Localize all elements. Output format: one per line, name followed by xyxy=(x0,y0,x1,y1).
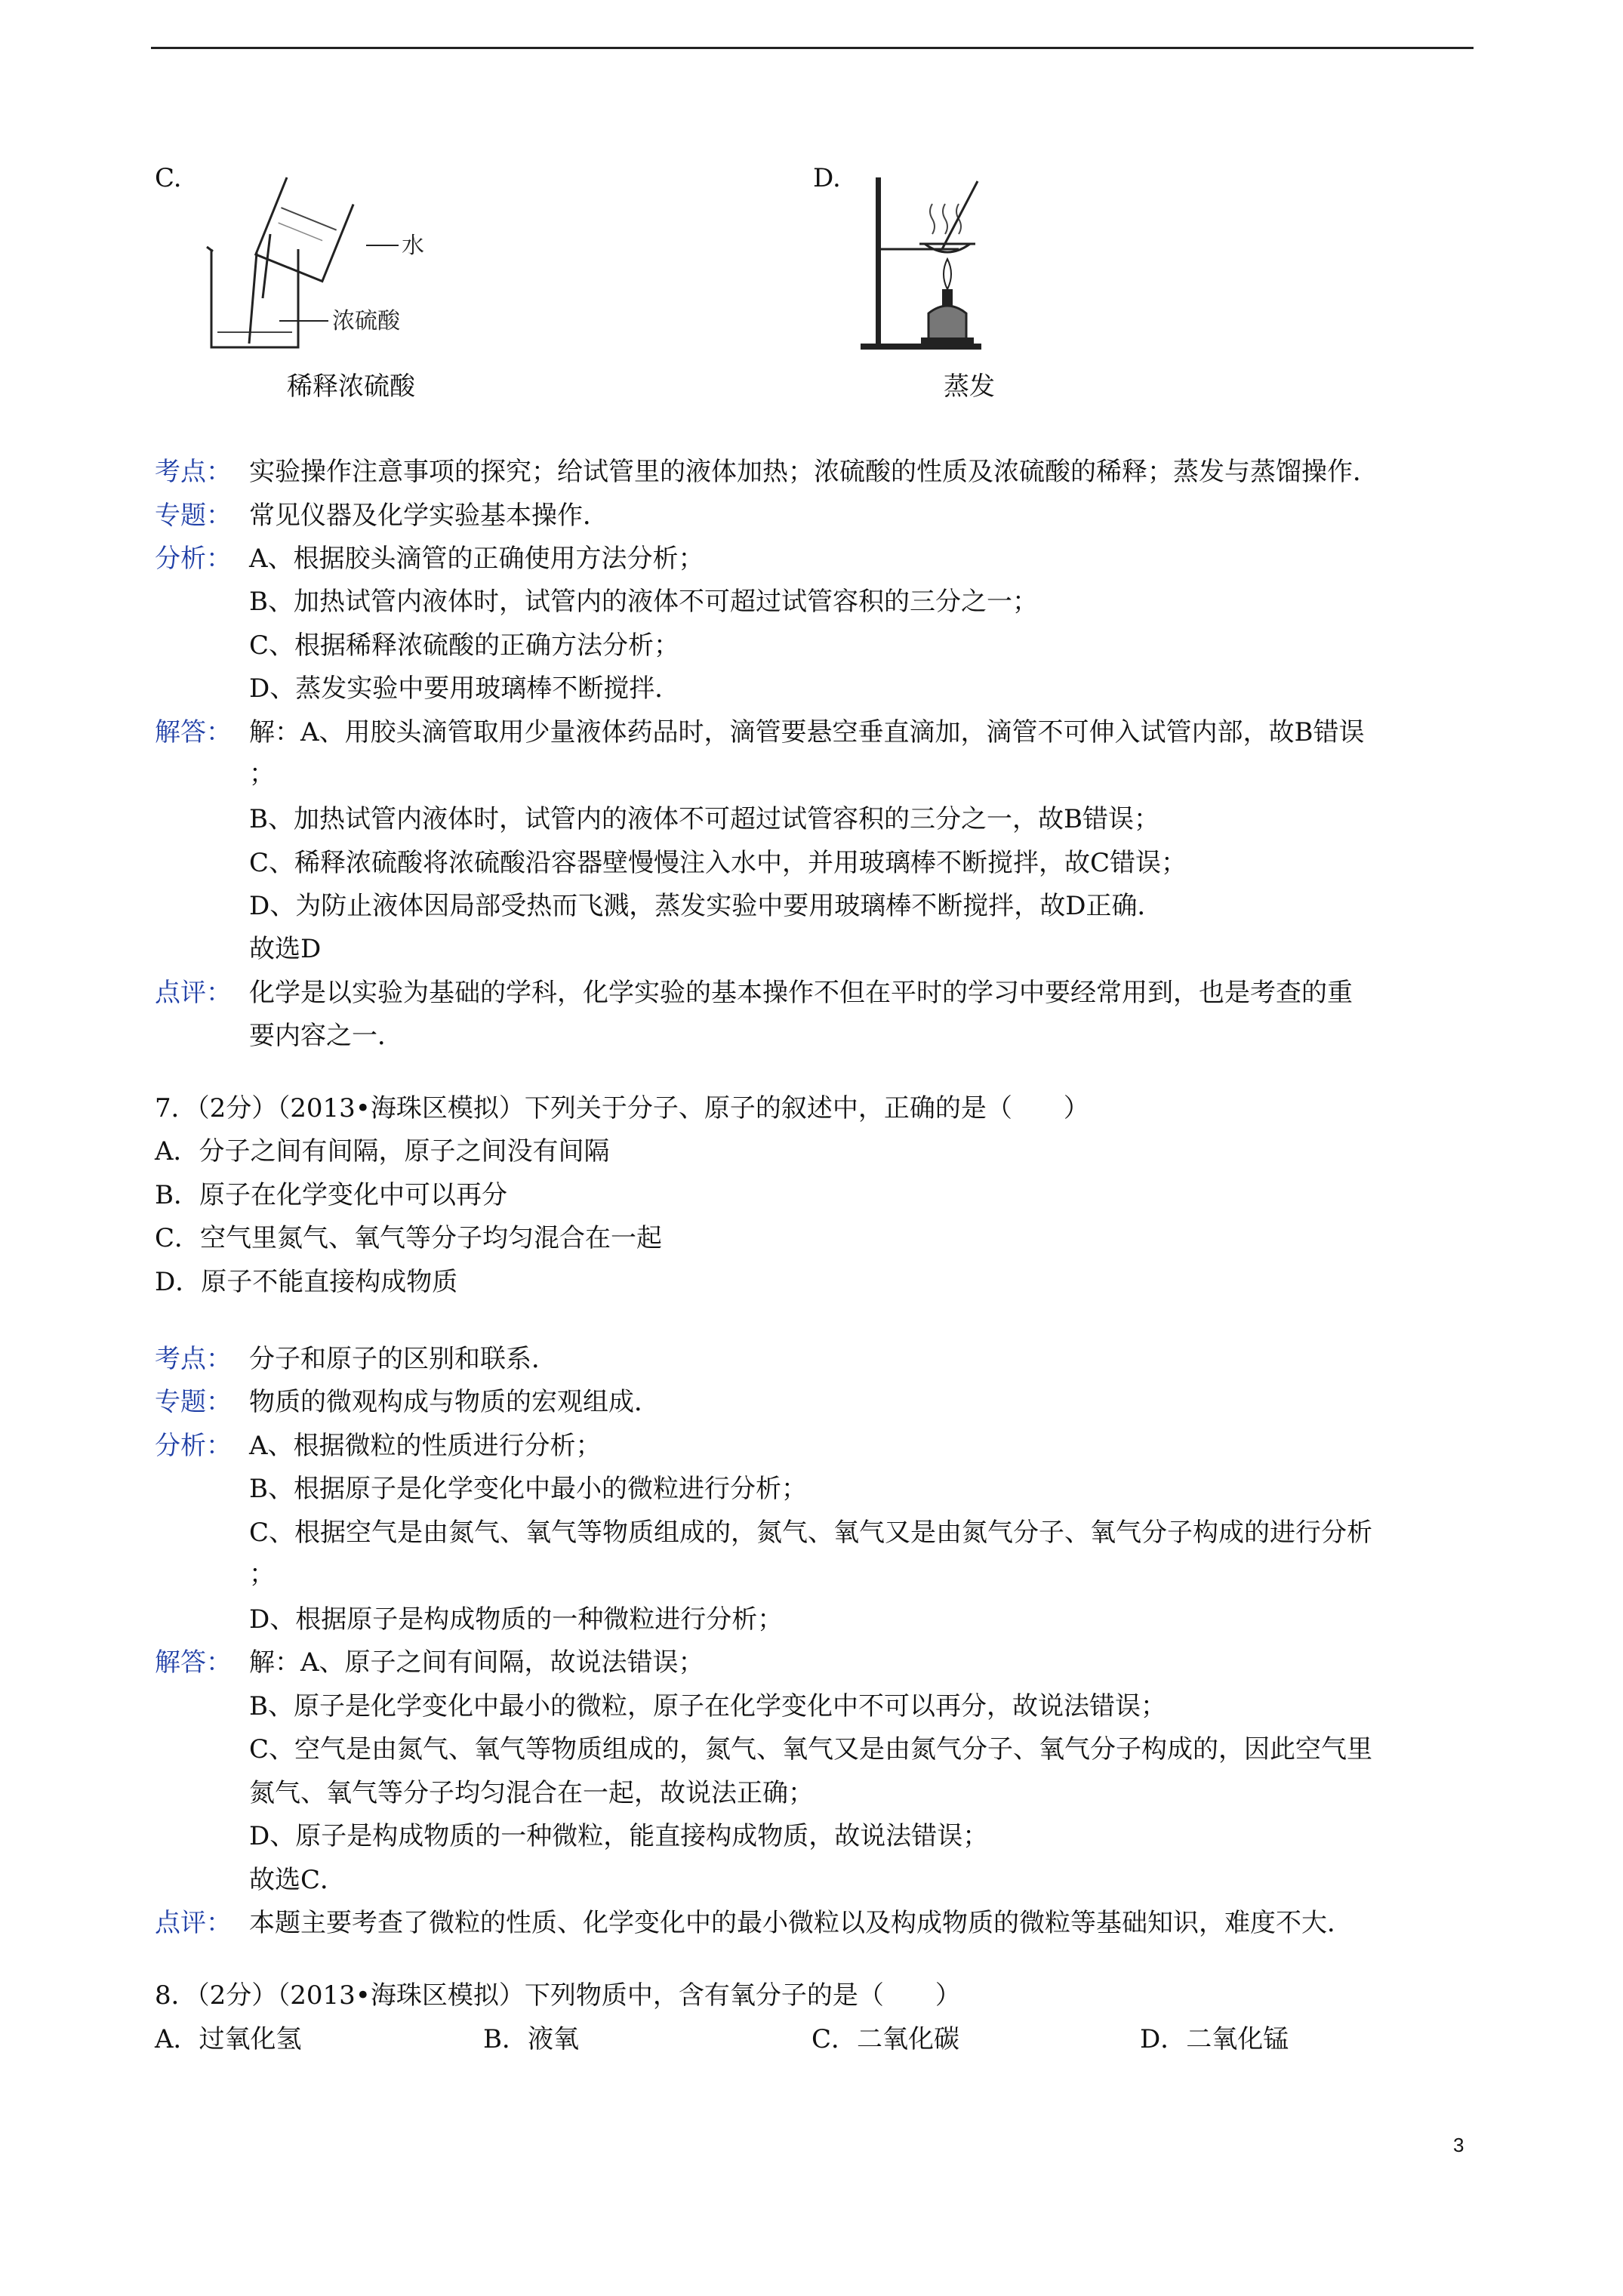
q7-fenxi-label: 分析： xyxy=(155,1431,232,1461)
dianping-line: 化学是以实验为基础的学科，化学实验的基本操作不但在平时的学习中要经常用到，也是考查的重 xyxy=(249,978,1353,1008)
option-d-caption: 蒸发 xyxy=(944,371,995,402)
q7-jieda-line: 解：A、原子之间有间隔，故说法错误； xyxy=(249,1647,704,1678)
q7-zhuanti-label: 专题： xyxy=(155,1387,232,1417)
sulfuric-acid-label: 浓硫酸 xyxy=(332,308,400,334)
q7-fenxi-line: C、根据空气是由氮气、氧气等物质组成的，氮气、氧气又是由氮气分子、氧气分子构成的进行分析 xyxy=(249,1518,1373,1548)
fenxi-line: A、根据胶头滴管的正确使用方法分析； xyxy=(249,544,704,574)
dianping-line: 要内容之一． xyxy=(249,1021,403,1051)
kaodian-text: 实验操作注意事项的探究；给试管里的液体加热；浓硫酸的性质及浓硫酸的稀释；蒸发与蒸馏操作． xyxy=(249,457,1378,487)
jieda-line: B、加热试管内液体时，试管内的液体不可超过试管容积的三分之一，故B错误； xyxy=(249,804,1160,834)
q7-jieda-line: 故选C． xyxy=(249,1865,346,1895)
jieda-label: 解答： xyxy=(155,717,232,747)
q7-option-b: B．原子在化学变化中可以再分 xyxy=(155,1180,507,1210)
fenxi-label: 分析： xyxy=(155,544,232,574)
q7-fenxi-line: B、根据原子是化学变化中最小的微粒进行分析； xyxy=(249,1474,807,1504)
q7-zhuanti-text: 物质的微观构成与物质的宏观组成． xyxy=(249,1387,660,1417)
q8-option-b: B．液氧 xyxy=(483,2024,579,2054)
q7-jieda-label: 解答： xyxy=(155,1647,232,1678)
q7-jieda-line: 氮气、氧气等分子均匀混合在一起，故说法正确； xyxy=(249,1778,814,1808)
q7-fenxi-line: A、根据微粒的性质进行分析； xyxy=(249,1431,602,1461)
jieda-line: 解：A、用胶头滴管取用少量液体药品时，滴管要悬空垂直滴加，滴管不可伸入试管内部，故B错误 xyxy=(249,717,1365,747)
fenxi-line: C、根据稀释浓硫酸的正确方法分析； xyxy=(249,630,680,661)
water-label: 水 xyxy=(402,233,424,259)
q8-option-c: C．二氧化碳 xyxy=(812,2024,960,2054)
q8-option-d: D．二氧化锰 xyxy=(1140,2024,1289,2054)
q7-jieda-line: D、原子是构成物质的一种微粒，能直接构成物质，故说法错误； xyxy=(249,1821,989,1851)
zhuanti-text: 常见仪器及化学实验基本操作． xyxy=(249,501,608,531)
header-rule xyxy=(151,47,1474,49)
q7-kaodian-text: 分子和原子的区别和联系． xyxy=(249,1344,557,1374)
jieda-line: D、为防止液体因局部受热而飞溅，蒸发实验中要用玻璃棒不断搅拌，故D正确． xyxy=(249,891,1163,921)
q8-stem: 8．（2分）（2013•海珠区模拟）下列物质中，含有氧分子的是（ ） xyxy=(155,1980,961,2011)
option-c-letter: C. xyxy=(155,163,182,193)
page-number: 3 xyxy=(1453,2134,1464,2156)
q8-option-a: A．过氧化氢 xyxy=(155,2024,302,2054)
dianping-label: 点评： xyxy=(155,978,232,1008)
zhuanti-label: 专题： xyxy=(155,501,232,531)
q7-dianping-text: 本题主要考查了微粒的性质、化学变化中的最小微粒以及构成物质的微粒等基础知识，难度不大． xyxy=(249,1908,1353,1938)
kaodian-label: 考点： xyxy=(155,457,232,487)
q7-kaodian-label: 考点： xyxy=(155,1344,232,1374)
jieda-line: 故选D xyxy=(249,934,322,964)
fenxi-line: D、蒸发实验中要用玻璃棒不断搅拌． xyxy=(249,673,681,704)
q7-option-a: A．分子之间有间隔，原子之间没有间隔 xyxy=(155,1136,610,1166)
q7-jieda-line: C、空气是由氮气、氧气等物质组成的，氮气、氧气又是由氮气分子、氧气分子构成的，因此空气里 xyxy=(249,1734,1373,1764)
fenxi-line: B、加热试管内液体时，试管内的液体不可超过试管容积的三分之一； xyxy=(249,587,1038,617)
evaporation-figure xyxy=(853,162,1004,359)
q7-option-c: C．空气里氮气、氧气等分子均匀混合在一起 xyxy=(155,1223,663,1253)
jieda-line: C、稀释浓硫酸将浓硫酸沿容器壁慢慢注入水中，并用玻璃棒不断搅拌，故C错误； xyxy=(249,848,1187,878)
q7-fenxi-line: ； xyxy=(249,1559,275,1589)
q7-jieda-line: B、原子是化学变化中最小的微粒，原子在化学变化中不可以再分，故说法错误； xyxy=(249,1691,1166,1721)
option-c-caption: 稀释浓硫酸 xyxy=(287,371,415,402)
q7-dianping-label: 点评： xyxy=(155,1908,232,1938)
jieda-line: ； xyxy=(249,759,275,789)
q7-fenxi-line: D、根据原子是构成物质的一种微粒进行分析； xyxy=(249,1604,784,1635)
q7-stem: 7．（2分）（2013•海珠区模拟）下列关于分子、原子的叙述中，正确的是（ ） xyxy=(155,1093,1089,1123)
dilute-sulfuric-acid-figure xyxy=(196,162,445,359)
option-d-letter: D. xyxy=(813,163,841,193)
q7-option-d: D．原子不能直接构成物质 xyxy=(155,1267,458,1297)
